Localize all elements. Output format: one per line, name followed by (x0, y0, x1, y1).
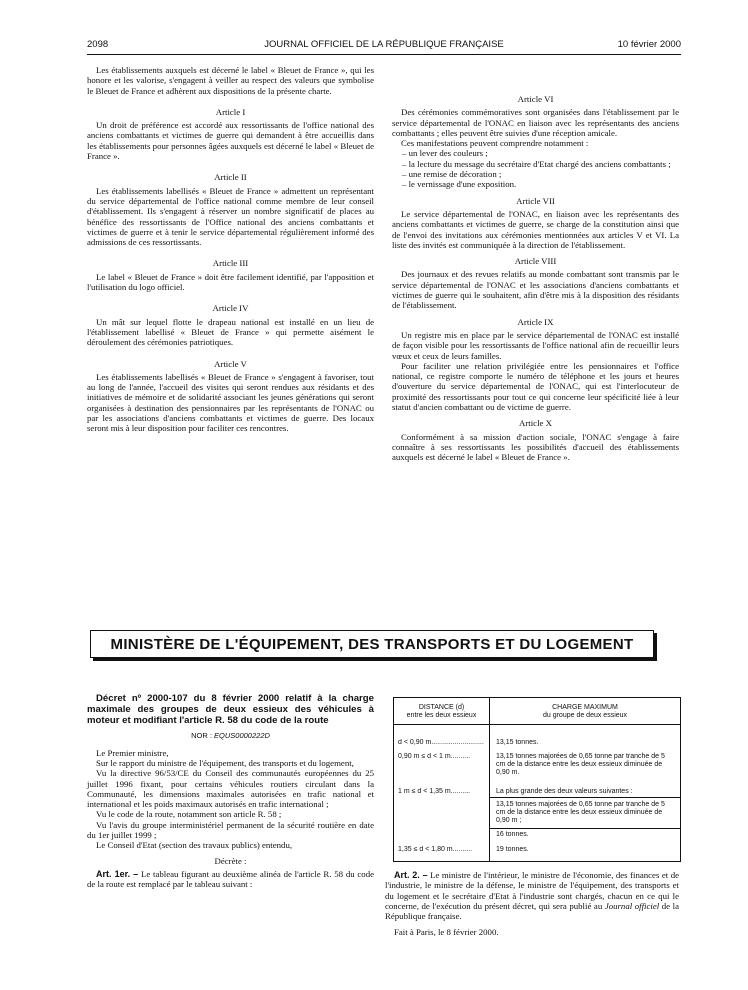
page-header (87, 39, 681, 53)
list-item: – un lever des couleurs ; (402, 148, 488, 159)
cell-charge-intro: La plus grande des deux valeurs suivantes : (496, 788, 633, 795)
article-2-label: Art. 2. – (394, 870, 428, 880)
header-rule (87, 54, 681, 55)
article-7-text: Le service départemental de l'ONAC, en liaison avec les représentants des anciens combattants et victimes de guerre, se charge de la constitution ainsi que de l'envoi des invitations aux cérémonies mentionnées aux articles V et VI. La liste des invités est communiquée à la direction de l'établissement. (392, 208, 679, 250)
cell-distance: 1,35 ≤ d < 1,80 m.......... (398, 846, 473, 853)
cell-distance: 1 m ≤ d < 1,35 m.......... (398, 788, 471, 795)
article-10-text: Conformément à sa mission d'action sociale, l'ONAC s'engage à faire connaître à ses ressortissants les possibilités d'accueil des établissements auxquels est décerné le label « Bleuet de France ». (392, 431, 679, 463)
decree-title: Décret nº 2000-107 du 8 février 2000 relatif à la charge maximale des groupes de deux essieux des véhicules à moteur et modifiant l'article R. 58 du code de la route (87, 693, 374, 726)
article-9-text-2: Pour faciliter une relation privilégiée entre les pensionnaires et l'office national, ce registre comporte le numéro de téléphone et les jours et heures d'ouverture du service départemental de l'ONAC, qui est l'interlocuteur de proximité des ressortissants pour tout ce qui concerne leur spécificité liée à leur statut d'ancien combattant ou de victime de guerre. (392, 360, 679, 413)
cell-charge-option-1: 13,15 tonnes majorées de 0,65 tonne par tranche de 5 cm de la distance entre les deux essieux diminuée de 0,90 m ; (496, 801, 665, 825)
header-charge (490, 704, 680, 720)
cell-charge-option-2: 16 tonnes. (496, 831, 529, 838)
right-column (392, 94, 679, 463)
issue-date: 10 février 2000 (617, 39, 681, 50)
article-8-text: Des journaux et des revues relatifs au monde combattant sont transmis par le service départemental de l'ONAC et les associations d'anciens combattants et victimes de guerre qui le souhaitent, afin d'être mis à la disposition des résidants de l'établissement. (392, 269, 679, 311)
article-6-title: Article VI (517, 94, 554, 104)
list-item: – la lecture du message du secrétaire d'Etat chargé des anciens combattants ; (402, 158, 671, 169)
list-item: – une remise de décoration ; (402, 169, 502, 180)
article-4-text: Un mât sur lequel flotte le drapeau national est installé en un lieu de l'établissement labellisé « Bleuet de France » qui permette aisément le déroulement des cérémonies patriotiques. (87, 316, 374, 348)
left-column (87, 65, 374, 434)
ministry-banner: MINISTÈRE DE L'ÉQUIPEMENT, DES TRANSPORTS ET DU LOGEMENT (90, 630, 654, 658)
article-2-title: Article II (214, 172, 247, 183)
article-1-body: Le tableau figurant au deuxième alinéa de l'article R. 58 du code de la route est remplacé par le tableau suivant : (87, 868, 375, 890)
decree-para-3: Vu la directive 96/53/CE du Conseil des communautés européennes du 25 juillet 1996 fixant, pour certains véhicules routiers circulant dans la Communauté, les dimensions maximales autorisées en trafic national et international et les poids maximaux autorisés en trafic international ; (87, 768, 374, 810)
cell-separator (490, 828, 680, 829)
table-column-divider (489, 698, 490, 861)
article-9-text-1: Un registre mis en place par le service départemental de l'ONAC est installé de façon visible pour les ressortissants de l'office national afin de recueillir leurs vœux et ceux de leurs familles. (392, 329, 679, 361)
journal-officiel-ref: Journal officiel (604, 900, 660, 911)
signing-date: Fait à Paris, le 8 février 2000. (394, 927, 499, 938)
header-charge-line2: du groupe de deux essieux (542, 712, 628, 720)
cell-distance: d < 0,90 m........................... (398, 739, 484, 746)
table-header (394, 698, 680, 725)
article-3-text: Le label « Bleuet de France » doit être facilement identifié, par l'apposition et l'utilisation du logo officiel. (87, 271, 374, 293)
decrete-heading: Décrète : (214, 855, 247, 866)
decree-para-1: Le Premier ministre, (96, 747, 169, 758)
axle-load-table (393, 697, 681, 862)
article-3-title: Article III (212, 258, 249, 269)
header-charge-line1: CHARGE MAXIMUM (552, 704, 618, 711)
header-distance (394, 704, 489, 720)
article-1-title: Article I (215, 106, 246, 117)
article-5-text: Les établissements labellisés « Bleuet de France » s'engagent à favoriser, tout au long de l'année, l'accueil des visites qui seront rendues aux résidants et des initiatives de mémoire et de solidarité associant les jeunes générations qui seront organisées à destination des pensionnaires par les représentants de l'ONAC ou par les associations d'anciens combattants et victimes de guerre. Des locaux seront mis à leur disposition pour faciliter ces rencontres. (87, 371, 374, 434)
list-item: – le vernissage d'une exposition. (402, 179, 517, 190)
cell-charge: 13,15 tonnes majorées de 0,65 tonne par tranche de 5 cm de la distance entre les deux essieux diminuée de 0,90 m. (496, 753, 665, 777)
decree-para-5: Vu l'avis du groupe interministériel permanent de la sécurité routière en date du 1er juillet 1999 ; (87, 819, 374, 841)
page-number: 2098 (87, 39, 109, 50)
article-10-title: Article X (519, 418, 552, 429)
decree-block (87, 694, 374, 890)
article-2-decree (385, 870, 679, 921)
journal-title: JOURNAL OFFICIEL DE LA RÉPUBLIQUE FRANÇAISE (264, 39, 504, 50)
article-9-title: Article IX (517, 316, 554, 327)
cell-distance: 0,90 m ≤ d < 1 m.......... (398, 753, 471, 760)
cell-charge: 19 tonnes. (496, 846, 529, 853)
article-6-list-intro: Ces manifestations peuvent comprendre notamment : (401, 138, 589, 149)
header-distance-line1: DISTANCE (d) (418, 704, 465, 711)
decree-para-6: Le Conseil d'Etat (section des travaux publics) entendu, (96, 840, 293, 851)
cell-separator (490, 797, 680, 798)
article-2-body-b: de la République française. (385, 900, 679, 922)
article-1-text: Un droit de préférence est accordé aux ressortissants de l'office national des anciens combattants et victimes de guerre qui demandent à être accueillis dans les établissements pour personnes âgées auxquels est décerné le label « Bleuet de France ». (87, 120, 374, 162)
decree-para-2: Sur le rapport du ministre de l'équipement, des transports et du logement, (96, 757, 354, 768)
article-2-body-a: Le ministre de l'intérieur, le ministre de l'économie, des finances et de l'industrie, le ministre de la défense, le ministre de l'équipement, des transports et du logement et le secrétaire d'Etat à l'industrie sont chargés, chacun en ce qui le concerne, de l'exécution du présent décret, qui sera publié au (385, 870, 679, 911)
article-6-text: Des cérémonies commémoratives sont organisées dans l'établissement par le service départemental de l'ONAC en liaison avec les représentants des anciens combattants ; elles peuvent être suivies d'une réception amicale. (392, 107, 679, 138)
closing-block (385, 870, 679, 938)
nor-value: EQUS0000222D (214, 731, 270, 741)
article-1-label: Art. 1er. – (96, 868, 139, 879)
charter-intro: Les établissements auxquels est décerné le label « Bleuet de France », qui les honore et les valorise, s'engagent à veiller au respect des valeurs que symbolise le Bleuet de France et adhèrent aux dispositions de la présente charte. (87, 65, 374, 96)
article-6-list (392, 148, 679, 189)
cell-charge: 13,15 tonnes. (496, 739, 539, 746)
article-4-title: Article IV (212, 303, 249, 314)
article-2-text: Les établissements labellisés « Bleuet de France » admettent un représentant du service départemental de l'office national comme membre de leur conseil d'établissement. Ils s'engagent à réserver un nombre significatif de places au bénéfice des ressortissants de l'Office national des anciens combattants et victimes de guerre et à tenir le service départemental régulièrement informé des admissions de ces ressortissants. (87, 185, 374, 248)
header-distance-line2: entre les deux essieux (406, 712, 477, 720)
article-1-decree (87, 869, 374, 890)
nor-reference (87, 731, 374, 741)
article-5-title: Article V (214, 358, 247, 369)
decree-para-4: Vu le code de la route, notamment son article R. 58 ; (96, 809, 282, 820)
article-7-title: Article VII (516, 195, 555, 206)
nor-label: NOR : (191, 731, 212, 741)
article-8-title: Article VIII (514, 256, 557, 267)
